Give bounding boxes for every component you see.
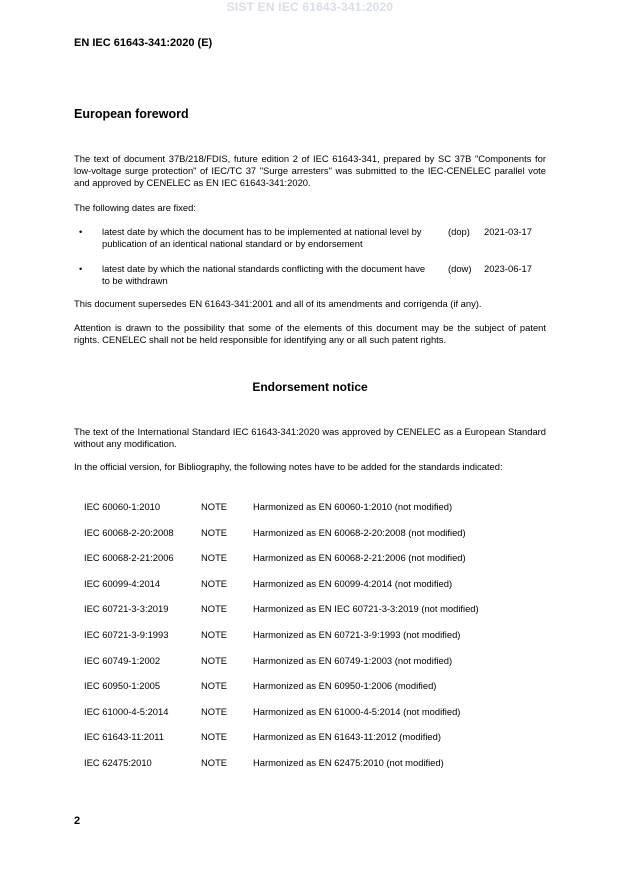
standard-id: IEC 61000-4-5:2014 [84, 706, 169, 717]
date-item-date: 2021-03-17 [484, 226, 532, 237]
note-label: NOTE [201, 731, 228, 742]
harmonized-text: Harmonized as EN 61000-4-5:2014 (not modified) [253, 706, 461, 717]
harmonized-text: Harmonized as EN 60721-3-9:1993 (not modified) [253, 629, 461, 640]
note-label: NOTE [201, 655, 228, 666]
foreword-intro: The text of document 37B/218/FDIS, future edition 2 of IEC 61643-341, prepared by SC 37B "Components for low-voltage surge protection" of IEC/TC 37 "Surge arresters" was submitted to the IEC-CENELEC parallel vote and approved by CENELEC as EN IEC 61643-341:2020. [74, 153, 546, 188]
standard-id: IEC 60068-2-20:2008 [84, 527, 174, 538]
foreword-title: European foreword [74, 107, 189, 121]
standard-id: IEC 60721-3-3:2019 [84, 603, 169, 614]
note-label: NOTE [201, 706, 228, 717]
harmonized-text: Harmonized as EN 60068-2-20:2008 (not modified) [253, 527, 466, 538]
harmonized-text: Harmonized as EN 60060-1:2010 (not modified) [253, 501, 453, 512]
standard-id: IEC 60099-4:2014 [84, 578, 161, 589]
date-item-code: (dow) [448, 263, 472, 274]
patents-text: Attention is drawn to the possibility that some of the elements of this document may be the subject of patent rights. CENELEC shall not be held responsible for identifying any or all such patent rights. [74, 322, 546, 345]
watermark: SIST EN IEC 61643-341:2020 [226, 0, 394, 14]
standard-id: IEC 61643-11:2011 [84, 731, 164, 742]
date-item-code: (dop) [448, 226, 470, 237]
date-item-text: latest date by which the document has to be implemented at national level by publication of an identical national standard or by endorsement [102, 226, 422, 249]
standard-id: IEC 62475:2010 [84, 757, 152, 768]
bullet-icon: • [79, 263, 83, 274]
date-item-text: latest date by which the national standards conflicting with the document have to be withdrawn [102, 263, 426, 286]
harmonized-text: Harmonized as EN 62475:2010 (not modified) [253, 757, 444, 768]
note-label: NOTE [201, 629, 228, 640]
harmonized-text: Harmonized as EN 60749-1:2003 (not modified) [253, 655, 453, 666]
date-item-date: 2023-06-17 [484, 263, 532, 274]
document-id: EN IEC 61643-341:2020 (E) [74, 37, 213, 49]
supersedes-text: This document supersedes EN 61643-341:2001 and all of its amendments and corrigenda (if any). [74, 298, 482, 309]
note-label: NOTE [201, 552, 228, 563]
standard-id: IEC 60060-1:2010 [84, 501, 161, 512]
bullet-icon: • [79, 226, 83, 237]
harmonized-text: Harmonized as EN 61643-11:2012 (modified) [253, 731, 441, 742]
standard-id: IEC 60749-1:2002 [84, 655, 161, 666]
dates-intro: The following dates are fixed: [74, 202, 196, 213]
standard-id: IEC 60068-2-21:2006 [84, 552, 174, 563]
harmonized-text: Harmonized as EN 60068-2-21:2006 (not modified) [253, 552, 466, 563]
endorsement-title: Endorsement notice [252, 380, 368, 394]
standard-id: IEC 60721-3-9:1993 [84, 629, 169, 640]
note-label: NOTE [201, 527, 228, 538]
note-label: NOTE [201, 680, 228, 691]
note-label: NOTE [201, 501, 228, 512]
harmonized-text: Harmonized as EN 60950-1:2006 (modified) [253, 680, 437, 691]
note-label: NOTE [201, 578, 228, 589]
note-label: NOTE [201, 757, 228, 768]
endorsement-intro: The text of the International Standard IEC 61643-341:2020 was approved by CENELEC as a European Standard without any modification. [74, 426, 546, 449]
note-label: NOTE [201, 603, 228, 614]
harmonized-text: Harmonized as EN IEC 60721-3-3:2019 (not modified) [253, 603, 479, 614]
notes-intro: In the official version, for Bibliography, the following notes have to be added for the standards indicated: [74, 461, 503, 472]
harmonized-text: Harmonized as EN 60099-4:2014 (not modified) [253, 578, 453, 589]
standard-id: IEC 60950-1:2005 [84, 680, 161, 691]
page-number: 2 [74, 815, 81, 827]
